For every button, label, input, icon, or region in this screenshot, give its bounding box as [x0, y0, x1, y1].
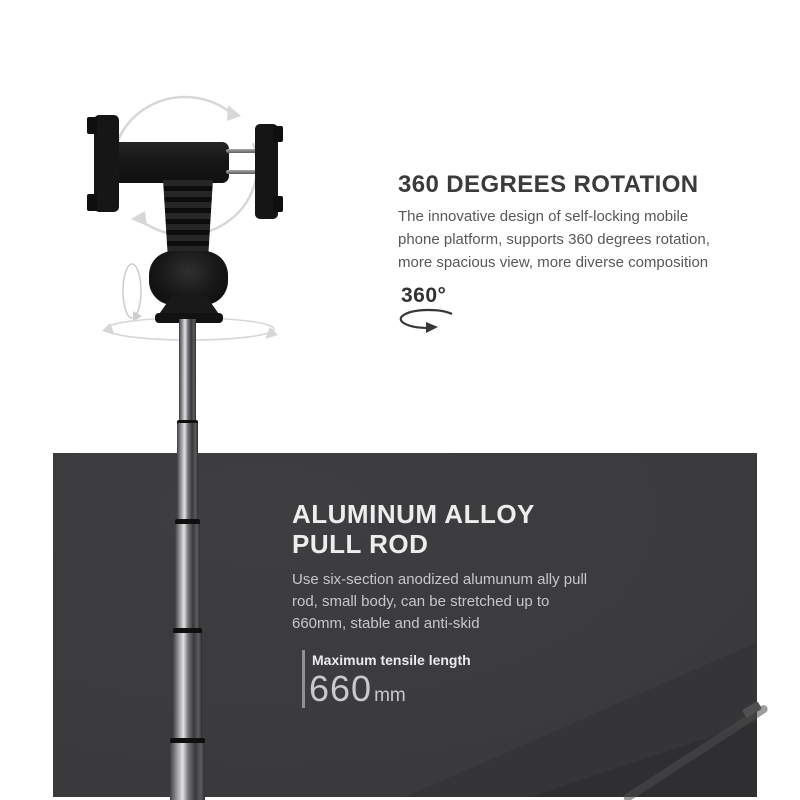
clamp-left-jaw — [94, 115, 119, 212]
rod-heading — [292, 499, 535, 559]
rod-description-line: 660mm, stable and anti-skid — [292, 615, 480, 632]
rod-heading-line: ALUMINUM ALLOY — [292, 499, 535, 529]
clamp-body — [107, 142, 229, 183]
rod-description-line: rod, small body, can be stretched up to — [292, 593, 550, 610]
rod-segment — [170, 743, 205, 800]
clamp-grip-tab — [273, 126, 283, 142]
spec-value-unit: mm — [374, 685, 406, 706]
badge-360-label: 360° — [401, 284, 447, 307]
rod-segment — [173, 633, 202, 741]
rod-segment — [177, 423, 198, 522]
rod-description — [292, 569, 587, 635]
rotation-description — [398, 205, 710, 274]
spec-value-number: 660 — [309, 668, 373, 709]
rotation-description-line: The innovative design of self-locking mobile — [398, 208, 689, 225]
clamp-grip-tab — [273, 196, 283, 212]
rod-segment — [179, 319, 196, 423]
rotation-heading: 360 DEGREES ROTATION — [398, 171, 699, 198]
spec-accent-bar — [302, 650, 305, 708]
spec-value — [309, 668, 406, 710]
rod-description-line: Use six-section anodized alumunum ally pull — [292, 571, 588, 588]
rotation-360-icon — [398, 307, 464, 335]
spec-label: Maximum tensile length — [312, 652, 471, 668]
rod-segment — [175, 524, 200, 631]
clamp-grip-tab — [87, 194, 97, 211]
clamp-grip-tab — [87, 117, 97, 134]
rod-heading-line: PULL ROD — [292, 529, 429, 559]
rotation-description-line: more spacious view, more diverse composition — [398, 254, 709, 271]
pivot-joint — [149, 251, 228, 305]
rotation-description-line: phone platform, supports 360 degrees rotation, — [398, 231, 710, 248]
